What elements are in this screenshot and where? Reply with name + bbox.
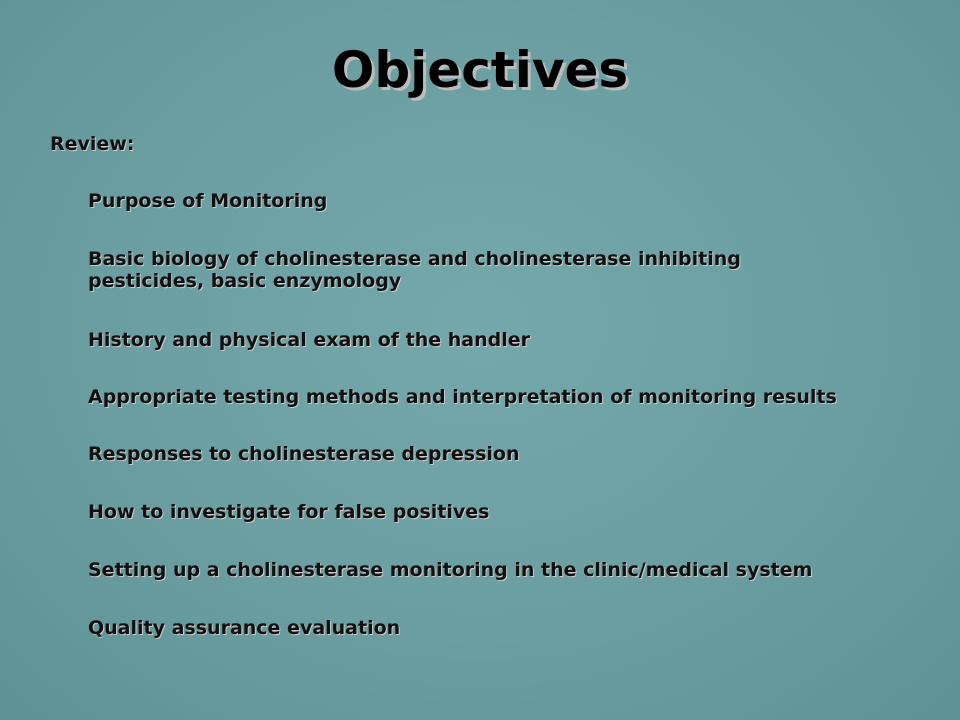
objective-item-purpose	[88, 190, 928, 212]
review-label: Review:	[50, 133, 135, 155]
objective-line: Responses to cholinesterase depression	[88, 443, 520, 465]
objective-line: Appropriate testing methods and interpretation of monitoring results	[88, 386, 837, 408]
slide-title: Objectives	[331, 41, 629, 99]
objective-item-history	[88, 329, 928, 351]
objective-line: Setting up a cholinesterase monitoring in the clinic/medical system	[88, 559, 813, 581]
objective-line-continued: pesticides, basic enzymology	[88, 270, 402, 292]
objective-line: Quality assurance evaluation	[88, 617, 401, 639]
objective-item-false-positives	[88, 501, 928, 523]
objective-item-responses	[88, 443, 928, 465]
objective-line: Purpose of Monitoring	[88, 190, 328, 212]
objective-item-testing	[88, 386, 928, 408]
objective-item-biology	[88, 248, 928, 292]
objective-item-setup	[88, 559, 928, 581]
objective-item-quality	[88, 617, 928, 639]
objective-line: How to investigate for false positives	[88, 501, 490, 523]
objective-line: History and physical exam of the handler	[88, 329, 531, 351]
objective-line: Basic biology of cholinesterase and cholinesterase inhibiting	[88, 248, 741, 270]
